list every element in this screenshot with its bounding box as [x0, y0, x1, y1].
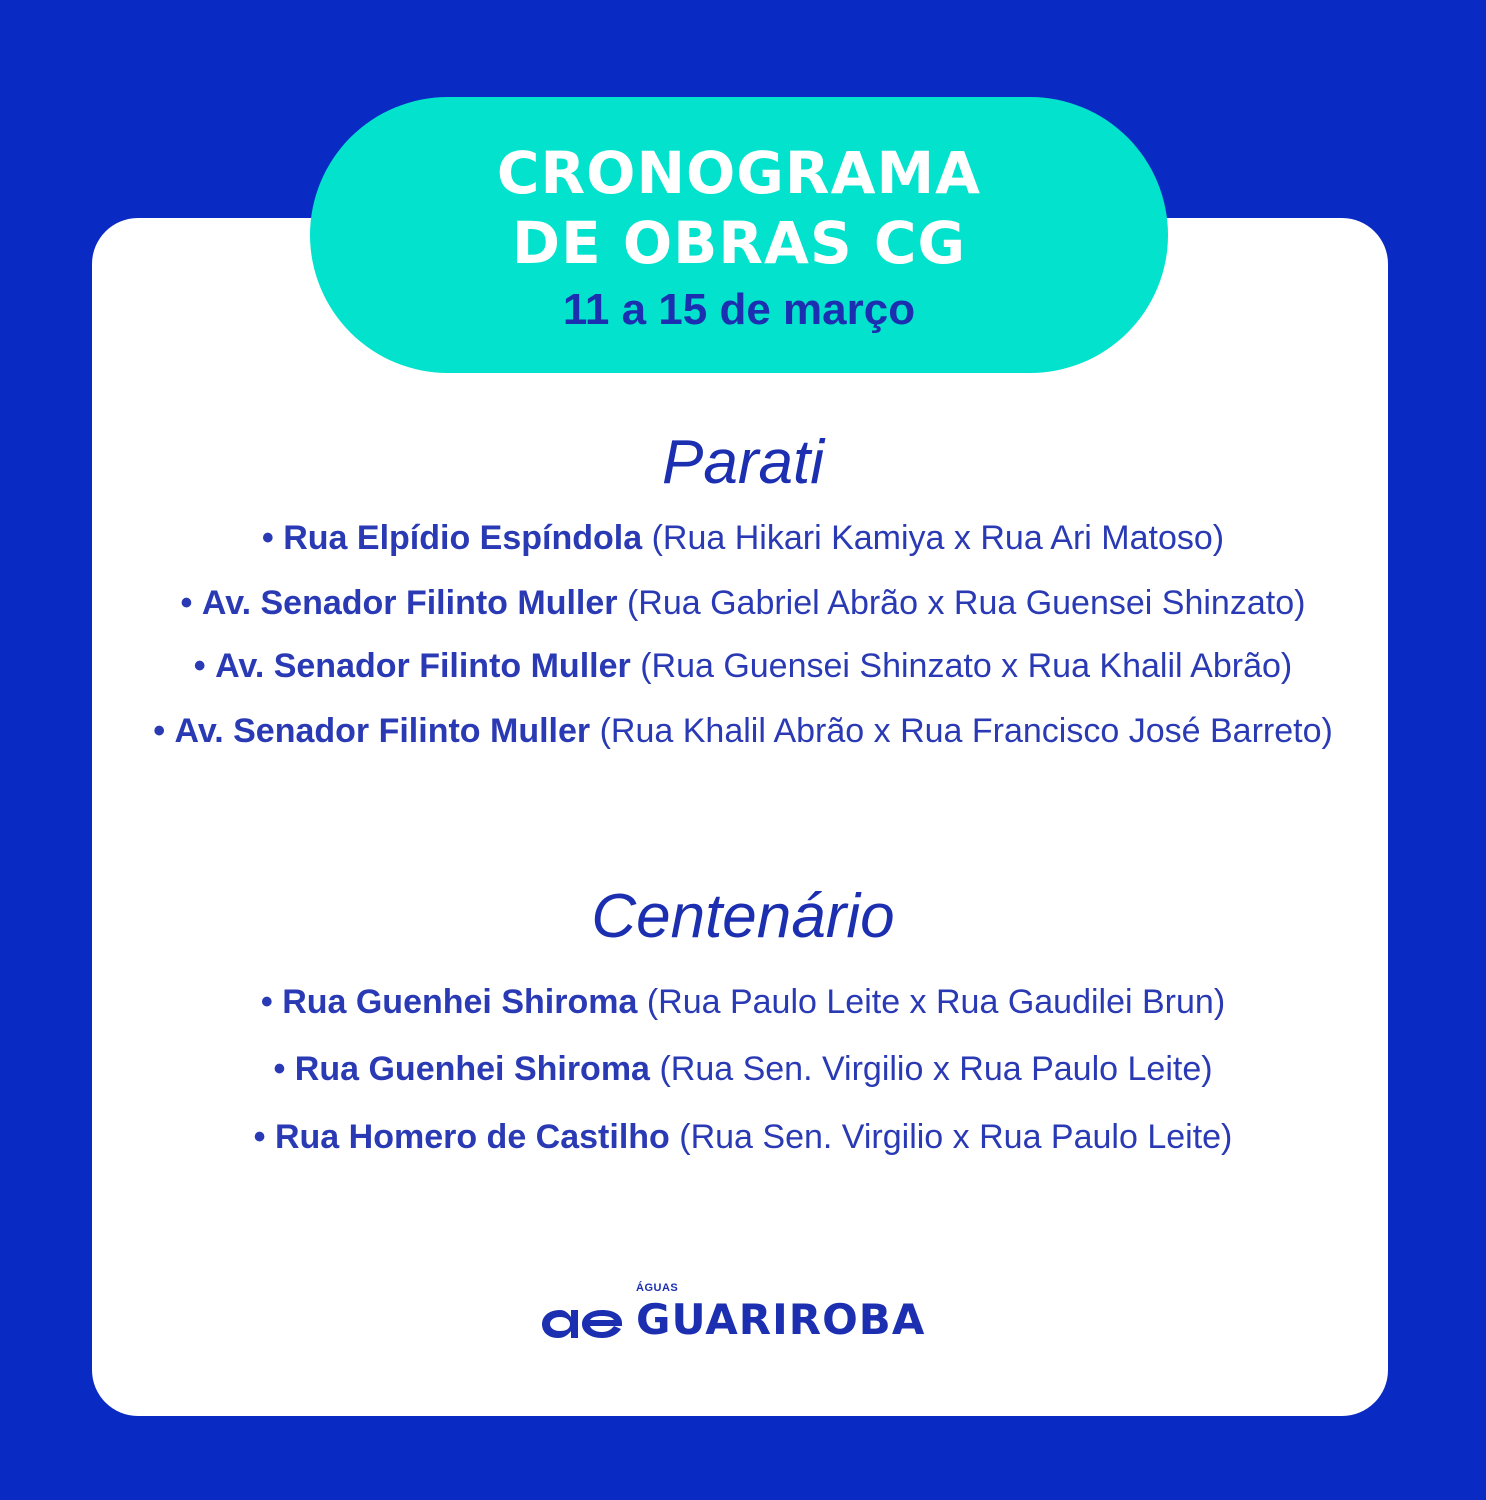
list-item [0, 1114, 1486, 1160]
date-range: 11 a 15 de março [562, 285, 916, 334]
title-line-2: DE OBRAS CG [511, 209, 967, 277]
bullet: • [260, 983, 273, 1021]
street-name: Av. Senador Filinto Muller [215, 647, 631, 685]
street-detail: (Rua Sen. Virgilio x Rua Paulo Leite) [679, 1118, 1233, 1156]
bullet: • [153, 712, 166, 750]
street-detail: (Rua Gabriel Abrão x Rua Guensei Shinzato) [626, 584, 1306, 622]
brand-logo [540, 1280, 950, 1350]
street-name: Av. Senador Filinto Muller [201, 584, 618, 622]
bullet: • [180, 584, 193, 622]
street-detail: (Rua Paulo Leite x Rua Gaudilei Brun) [646, 983, 1226, 1021]
list-item [0, 515, 1486, 561]
street-detail: (Rua Hikari Kamiya x Rua Ari Matoso) [651, 519, 1225, 557]
list-item [0, 643, 1486, 689]
street-name: Rua Elpídio Espíndola [283, 519, 643, 557]
street-name: Rua Guenhei Shiroma [294, 1050, 650, 1088]
list-item [0, 580, 1486, 626]
bullet: • [261, 519, 274, 557]
section-heading-centenario: Centenário [591, 882, 895, 951]
bullet: • [193, 647, 206, 685]
street-detail: (Rua Sen. Virgilio x Rua Paulo Leite) [659, 1050, 1213, 1088]
logo-name: GUARIROBA [636, 1295, 926, 1344]
title-line-1: CRONOGRAMA [496, 139, 982, 207]
list-item [130, 706, 1356, 756]
street-name: Rua Homero de Castilho [274, 1118, 670, 1156]
street-name: Rua Guenhei Shiroma [282, 983, 638, 1021]
bullet: • [273, 1050, 286, 1088]
section-heading-parati: Parati [662, 428, 824, 497]
bullet: • [253, 1118, 266, 1156]
list-item [0, 1046, 1486, 1092]
list-item [0, 979, 1486, 1025]
street-detail: (Rua Guensei Shinzato x Rua Khalil Abrão) [640, 647, 1293, 685]
ae-logo-mark-icon [540, 1304, 624, 1344]
content-card [92, 218, 1388, 1416]
street-detail: (Rua Khalil Abrão x Rua Francisco José Barreto) [599, 712, 1333, 750]
logo-small-text: ÁGUAS [636, 1282, 679, 1294]
street-name: Av. Senador Filinto Muller [174, 712, 591, 750]
